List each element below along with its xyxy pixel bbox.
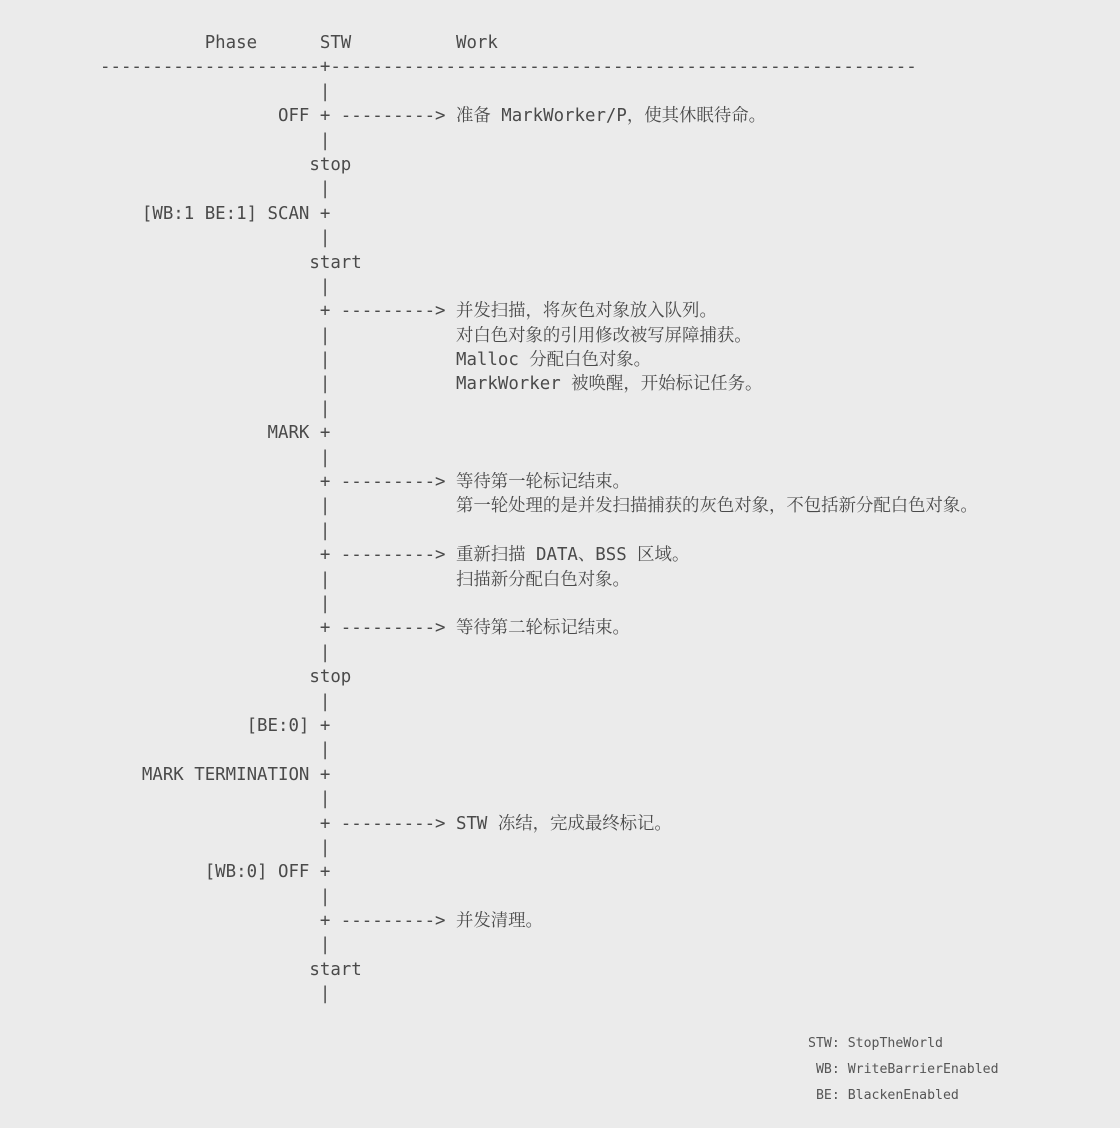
diagram-line: |: [100, 179, 331, 200]
diagram-line: |: [100, 81, 331, 102]
diagram-line: MARK +: [100, 423, 331, 444]
diagram-line: [WB:1 BE:1] SCAN +: [100, 203, 331, 224]
diagram-line: ---------------------+--------------------------------------------------------: [100, 57, 917, 78]
diagram-line: |: [100, 886, 331, 907]
diagram-line: MARK TERMINATION +: [100, 764, 331, 785]
diagram-line: |: [100, 520, 331, 541]
legend-line: BE: BlackenEnabled: [808, 1088, 959, 1103]
diagram-line: |: [100, 984, 331, 1005]
diagram-line: + ---------> 并发清理。: [100, 911, 543, 932]
diagram-line: |: [100, 837, 331, 858]
diagram-line: start: [100, 959, 362, 980]
diagram-line: + ---------> STW 冻结，完成最终标记。: [100, 813, 672, 834]
diagram-line: Phase STW Work: [100, 33, 498, 53]
diagram-line: [WB:0] OFF +: [100, 862, 331, 883]
diagram-line: stop: [100, 667, 352, 688]
diagram-line: + ---------> 并发扫描，将灰色对象放入队列。: [100, 301, 717, 322]
diagram-line: | MarkWorker 被唤醒，开始标记任务。: [100, 374, 763, 395]
diagram-line: |: [100, 935, 331, 956]
diagram-line: |: [100, 642, 331, 663]
diagram-line: |: [100, 228, 331, 249]
diagram-line: |: [100, 789, 331, 810]
diagram-line: + ---------> 等待第一轮标记结束。: [100, 472, 630, 493]
diagram-line: |: [100, 740, 331, 761]
diagram-line: |: [100, 276, 331, 297]
diagram-line: | 对白色对象的引用修改被写屏障捕获。: [100, 325, 752, 346]
diagram-line: |: [100, 447, 331, 468]
diagram-line: [BE:0] +: [100, 715, 331, 736]
diagram-line: stop: [100, 154, 352, 175]
diagram-line: OFF + ---------> 准备 MarkWorker/P，使其休眠待命。: [100, 106, 766, 127]
diagram-line: | 扫描新分配白色对象。: [100, 569, 630, 590]
diagram-line: | 第一轮处理的是并发扫描捕获的灰色对象，不包括新分配白色对象。: [100, 496, 978, 517]
diagram-line: + ---------> 等待第二轮标记结束。: [100, 618, 630, 639]
diagram-line: |: [100, 691, 331, 712]
diagram-line: |: [100, 398, 331, 419]
diagram-line: | Malloc 分配白色对象。: [100, 350, 652, 371]
diagram-line: start: [100, 252, 362, 273]
legend-line: WB: WriteBarrierEnabled: [808, 1062, 999, 1077]
diagram-line: + ---------> 重新扫描 DATA、BSS 区域。: [100, 545, 690, 566]
diagram-line: |: [100, 130, 331, 151]
diagram-line: |: [100, 593, 331, 614]
abbreviation-legend: [808, 1031, 999, 1109]
gc-phase-diagram: [100, 31, 978, 1007]
legend-line: STW: StopTheWorld: [808, 1036, 943, 1051]
